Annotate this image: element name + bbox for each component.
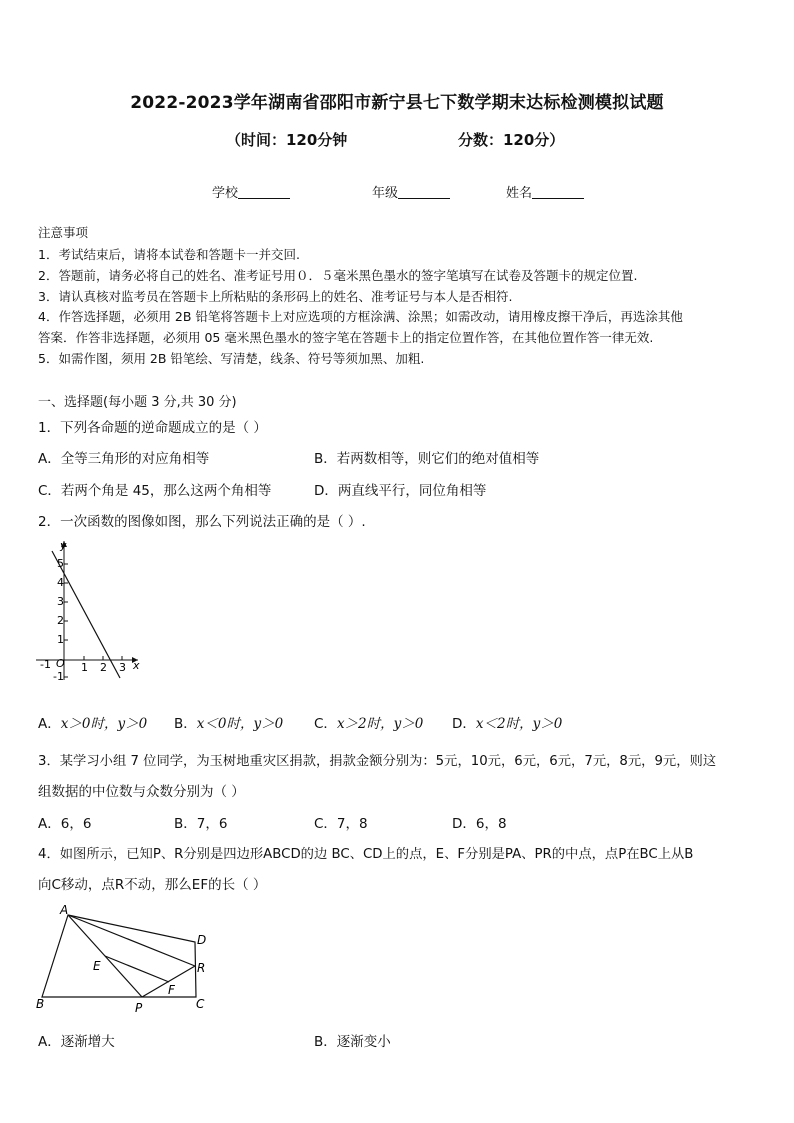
point-label-a: A [60,903,69,917]
q2-option-c [314,712,423,732]
q3-option-c: C．7，8 [314,816,368,832]
point-label-c: C [196,997,205,1011]
segment-ar [68,915,195,966]
grade-blank [398,184,450,199]
q4-option-a: A．逐渐增大 [38,1034,115,1050]
point-label-b: B [36,997,45,1011]
q1-option-b: B．若两数相等，则它们的绝对值相等 [314,451,540,467]
exam-time: （时间：120分钟 [226,131,348,149]
section-heading: 一、选择题(每小题 3 分,共 30 分) [38,395,237,410]
q4-stem-line1: 4．如图所示，已知P、R分别是四边形ABCD的边 BC、CD上的点，E、F分别是PA、PR的中点，点P在BC上从B [38,847,694,862]
notice-item: 5．如需作图，须用 2B 铅笔绘、写清楚，线条、符号等须加黑、加粗. [38,351,425,366]
segment-ef [105,956,169,982]
x-tick-label: 2 [100,661,107,674]
point-label-r: R [197,961,206,975]
option-letter: B． [174,716,197,732]
option-condition: x＞2时，y＞0 [336,716,424,732]
q4-option-b: B．逐渐变小 [314,1034,391,1050]
name-blank [532,184,584,199]
y-tick-label: 5 [57,557,64,570]
q3-option-d: D．6，8 [452,816,507,832]
q1-option-c: C．若两个角是 45，那么这两个角相等 [38,483,272,499]
origin-label: O [56,657,65,670]
y-axis-label: y [60,539,67,552]
q1-stem: 1．下列各命题的逆命题成立的是（ ） [38,420,267,436]
y-tick-label: 1 [57,633,64,646]
notice-item: 1．考试结束后，请将本试卷和答题卡一并交回. [38,247,300,262]
notice-heading: 注意事项 [38,225,89,240]
q4-stem-line2: 向C移动，点R不动，那么EF的长（ ） [38,877,267,893]
option-condition: x＜2时，y＞0 [475,716,563,732]
point-label-p: P [135,1001,143,1015]
q3-option-a: A．6，6 [38,816,92,832]
school-blank [238,184,290,199]
option-condition: x＞0时，y＞0 [60,716,148,732]
school-field [212,182,290,201]
notice-item: 答案．作答非选择题，必须用 05 毫米黑色墨水的签字笔在答题卡上的指定位置作答，在其他位置作答一律无效. [38,330,654,345]
x-tick-label: 3 [119,661,126,674]
q3-option-b: B．7，6 [174,816,228,832]
option-letter: C． [314,716,337,732]
q2-linear-graph [30,535,150,685]
notice-item: 4．作答选择题，必须用 2B 铅笔将答题卡上对应选项的方框涂满、涂黑；如需改动，请用橡皮擦干净后，再选涂其他 [38,309,683,324]
page-title: 2022-2023学年湖南省邵阳市新宁县七下数学期末达标检测模拟试题 [130,93,664,113]
notice-item: 2．答题前，请务必将自己的姓名、准考证号用０．５毫米黑色墨水的签字笔填写在试卷及答题卡的规定位置. [38,268,638,283]
name-field [506,182,584,201]
q2-option-b [174,712,283,732]
point-label-e: E [93,959,101,973]
q2-option-d [452,712,562,732]
x-tick-label: 1 [81,661,88,674]
option-letter: D． [452,716,476,732]
q4-quadrilateral-figure [30,898,230,1018]
point-label-d: D [197,933,207,947]
name-label: 姓名 [506,186,533,201]
y-tick-label: 4 [57,576,64,589]
option-letter: A． [38,716,61,732]
q2-option-a [38,712,147,732]
exam-score: 分数：120分） [458,131,565,149]
q1-option-d: D．两直线平行，同位角相等 [314,483,487,499]
y-tick-label: -1 [53,670,64,683]
point-label-f: F [168,983,175,997]
q3-stem-line1: 3．某学习小组 7 位同学，为玉树地重灾区捐款，捐款金额分别为：5元，10元，6元，6元，7元，8元，9元，则这 [38,754,717,769]
x-tick-label: -1 [40,658,51,671]
option-condition: x＜0时，y＞0 [196,716,284,732]
y-tick-label: 3 [57,595,64,608]
q3-stem-line2: 组数据的中位数与众数分别为（ ） [38,784,245,800]
q2-stem: 2．一次函数的图像如图，那么下列说法正确的是（ ）. [38,514,366,530]
notice-item: 3．请认真核对监考员在答题卡上所粘贴的条形码上的姓名、准考证号与本人是否相符. [38,289,513,304]
grade-label: 年级 [372,186,399,201]
grade-field [372,182,450,201]
q1-option-a: A．全等三角形的对应角相等 [38,451,210,467]
x-axis-label: x [133,659,140,672]
school-label: 学校 [212,186,239,201]
y-tick-label: 2 [57,614,64,627]
